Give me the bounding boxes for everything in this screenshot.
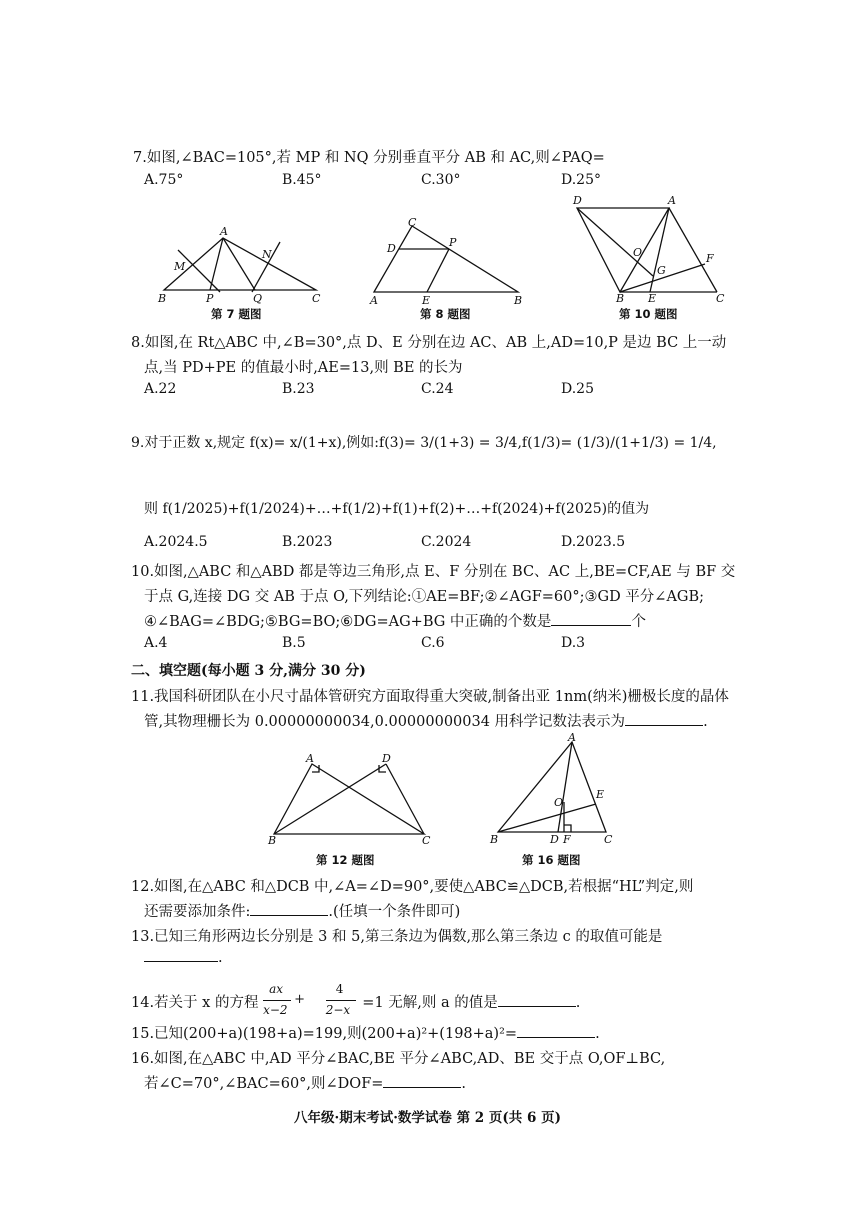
fig8-label-c: C (408, 216, 417, 229)
fig8-caption: 第 8 题图 (420, 307, 471, 321)
q9-line1: 9.对于正数 x,规定 f(x)= x/(1+x),例如:f(3)= 3/(1+3) = 3/4,f(1/3)= (1/3)/(1+1/3) = 1/4, (131, 435, 717, 451)
q15-answer-blank[interactable] (517, 1037, 595, 1038)
fig16-label-f: F (563, 833, 571, 846)
figure-12 (262, 752, 442, 848)
q9-option-d: D.2023.5 (561, 534, 626, 550)
fig7-caption: 第 7 题图 (211, 307, 262, 321)
fig10-label-c: C (716, 292, 725, 305)
q10-line2: 于点 G,连接 DG 交 AB 于点 O,下列结论:①AE=BF;②∠AGF=60°;③GD 平分∠AGB; (144, 589, 705, 605)
q13-answer-blank[interactable] (144, 961, 218, 962)
q10-line3 (144, 610, 646, 631)
q7-option-c: C.30° (421, 172, 461, 188)
fig7-label-b: B (158, 292, 167, 305)
q9-line2: 则 f(1/2025)+f(1/2024)+…+f(1/2)+f(1)+f(2)+…+f(2024)+f(2025)的值为 (144, 501, 650, 517)
q12-line1: 12.如图,在△ABC 和△DCB 中,∠A=∠D=90°,要使△ABC≌△DCB,若根据“HL”判定,则 (131, 879, 694, 895)
figure-16 (486, 732, 626, 848)
q14-text-after: =1 无解,则 a 的值是 (362, 995, 498, 1011)
fig10-label-g: G (657, 264, 666, 277)
q10-option-d: D.3 (561, 635, 586, 651)
fig16-label-b: B (490, 833, 499, 846)
fig7-label-n: N (262, 248, 272, 261)
fig16-label-a: A (568, 732, 576, 744)
fig16-caption: 第 16 题图 (522, 853, 581, 867)
fig12-label-a: A (306, 752, 314, 765)
q9-option-a: A.2024.5 (144, 534, 208, 550)
q14-text-before: 14.若关于 x 的方程 (131, 995, 259, 1011)
q11-line1: 11.我国科研团队在小尺寸晶体管研究方面取得重大突破,制备出亚 1nm(纳米)栅极长度的晶体 (131, 689, 729, 705)
q7-stem: 7.如图,∠BAC=105°,若 MP 和 NQ 分别垂直平分 AB 和 AC,则∠PAQ= (133, 150, 605, 166)
fig12-caption: 第 12 题图 (316, 853, 375, 867)
q14-fractions: ax x−2 + (263, 982, 305, 1017)
q7-option-b: B.45° (282, 172, 322, 188)
fig7-label-q: Q (253, 292, 263, 305)
q8-line1: 8.如图,在 Rt△ABC 中,∠B=30°,点 D、E 分别在边 AC、AB 上,AD=10,P 是边 BC 上一动 (131, 335, 727, 351)
q10-answer-blank[interactable] (551, 625, 631, 626)
q10-option-c: C.6 (421, 635, 445, 651)
figure-7 (150, 222, 340, 310)
fig8-label-a: A (370, 294, 378, 307)
fig10-label-b: B (616, 292, 625, 305)
fig10-label-o: O (633, 246, 643, 259)
q14-fraction-2: $\frac{4}{2-x}$ (326, 986, 358, 1020)
fig10-label-a: A (668, 194, 676, 207)
fig10-caption: 第 10 题图 (619, 307, 678, 321)
fig16-label-o: O (554, 796, 564, 809)
fig7-label-a: A (220, 225, 228, 238)
fig8-label-b: B (514, 294, 523, 307)
q13-line1: 13.已知三角形两边长分别是 3 和 5,第三条边为偶数,那么第三条边 c 的取值可能是 (131, 929, 663, 945)
figure-8 (362, 214, 532, 310)
fig10-label-d: D (573, 194, 582, 207)
q9-option-b: B.2023 (282, 534, 333, 550)
q16-line2: 若∠C=70°,∠BAC=60°,则∠DOF= . (144, 1076, 467, 1092)
fig16-label-c: C (604, 833, 613, 846)
fig10-label-f: F (706, 252, 714, 265)
q10-option-a: A.4 (144, 635, 168, 651)
q10-option-b: B.5 (282, 635, 306, 651)
q8-line2: 点,当 PD+PE 的值最小时,AE=13,则 BE 的长为 (144, 360, 463, 376)
q8-option-a: A.22 (144, 381, 177, 397)
q8-option-b: B.23 (282, 381, 315, 397)
section-2-heading: 二、填空题(每小题 3 分,满分 30 分) (131, 663, 366, 679)
q15-line: 15.已知(200+a)(198+a)=199,则(200+a)²+(198+a)²= . (131, 1026, 600, 1042)
fig12-label-b: B (268, 834, 277, 847)
fig12-label-d: D (382, 752, 391, 765)
q16-line2-text: 若∠C=70°,∠BAC=60°,则∠DOF= (144, 1076, 384, 1092)
q8-option-c: C.24 (421, 381, 454, 397)
fig8-label-d: D (387, 242, 396, 255)
fig7-label-p: P (206, 292, 214, 305)
q16-line1: 16.如图,在△ABC 中,AD 平分∠BAC,BE 平分∠ABC,AD、BE 交于点 O,OF⊥BC, (131, 1051, 666, 1067)
q7-option-a: A.75° (144, 172, 184, 188)
fig16-label-d: D (550, 833, 559, 846)
fig7-label-m: M (174, 260, 186, 273)
fig8-label-p: P (449, 236, 457, 249)
q14-line: 14.若关于 x 的方程 ax x−2 + $\frac{4}{2-x}$ =1 无解,则 a 的值是 . (131, 986, 580, 1020)
q11-line2: 管,其物理栅长为 0.00000000034,0.00000000034 用科学记数法表示为 . (144, 714, 708, 730)
fig8-label-e: E (422, 294, 431, 307)
q12-line2 (144, 900, 460, 921)
q14-answer-blank[interactable] (498, 1006, 576, 1007)
q12-line2-text: 还需要添加条件: (144, 904, 251, 920)
q10-line3-text: ④∠BAG=∠BDG;⑤BG=BO;⑥DG=AG+BG 中正确的个数是 (144, 614, 552, 630)
q13-line2: . (144, 950, 223, 966)
q12-line2-tail: .(任填一个条件即可) (328, 904, 461, 920)
q10-line1: 10.如图,△ABC 和△ABD 都是等边三角形,点 E、F 分别在 BC、AC 上,BE=CF,AE 与 BF 交 (131, 564, 736, 580)
q15-text: 15.已知(200+a)(198+a)=199,则(200+a)²+(198+a)²= (131, 1026, 518, 1042)
q9-option-c: C.2024 (421, 534, 472, 550)
fig16-label-e: E (596, 788, 605, 801)
fig7-label-c: C (312, 292, 321, 305)
page-footer: 八年级·期末考试·数学试卷 第 2 页(共 6 页) (294, 1110, 561, 1126)
figure-10 (565, 194, 735, 310)
q10-line3-tail: 个 (631, 614, 646, 630)
fig12-label-c: C (422, 834, 431, 847)
fig10-label-e: E (648, 292, 657, 305)
q11-answer-blank[interactable] (625, 725, 703, 726)
q16-answer-blank[interactable] (383, 1087, 461, 1088)
q11-line2-text: 管,其物理栅长为 0.00000000034,0.00000000034 用科学记数法表示为 (144, 714, 626, 730)
q8-option-d: D.25 (561, 381, 594, 397)
q12-answer-blank[interactable] (250, 915, 328, 916)
q7-option-d: D.25° (561, 172, 601, 188)
